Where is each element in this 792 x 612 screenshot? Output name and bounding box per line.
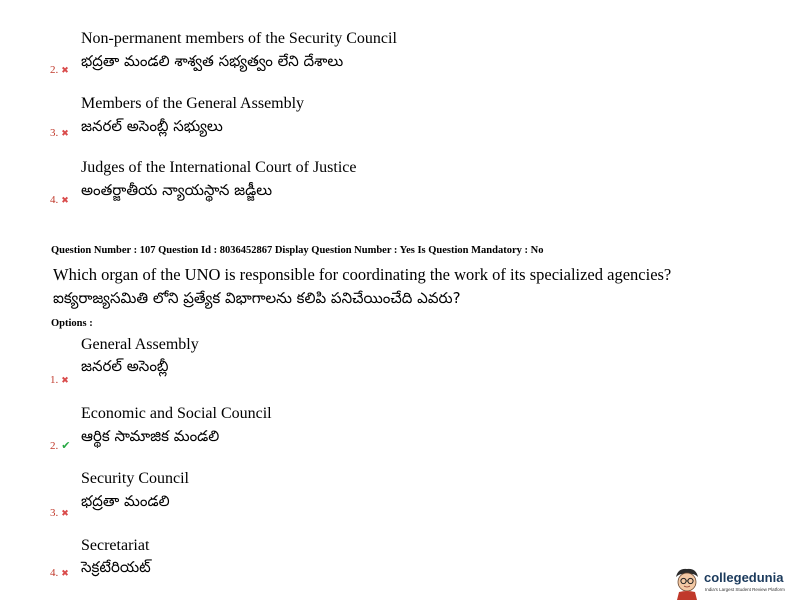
wrong-icon: ✖ (61, 509, 69, 519)
option-text-en: Judges of the International Court of Justice (81, 159, 357, 176)
option-number: 3. ✖ (50, 127, 69, 139)
option-number: 4. ✖ (50, 567, 69, 579)
option-text-te: ఆర్థిక సామాజిక మండలి (81, 427, 220, 445)
option-number: 2. ✔ (50, 439, 71, 452)
question-text-en: Which organ of the UNO is responsible for coordinating the work of its specialized agencies? (53, 265, 672, 284)
option-text-en: Security Council (81, 470, 189, 487)
option-number: 4. ✖ (50, 194, 69, 206)
wrong-icon: ✖ (61, 129, 69, 139)
question-text-te: ఐక్యరాజ్యసమితి లోని ప్రత్యేక విభాగాలను కలిపి పనిచేయించేది ఎవరు? (53, 289, 461, 307)
wrong-icon: ✖ (61, 66, 69, 76)
option-text-te: భద్రతా మండలి (81, 492, 170, 510)
option-number: 2. ✖ (50, 64, 69, 76)
option-text-te: సెక్రటేరియట్ (81, 558, 151, 576)
option-text-en: Non-permanent members of the Security Council (81, 30, 397, 47)
check-icon: ✔ (61, 439, 71, 452)
option-number: 1. ✖ (50, 374, 69, 386)
option-text-te: భద్రతా మండలి శాశ్వత సభ్యత్వం లేని దేశాలు (81, 52, 344, 70)
option-text-te: అంతర్జాతీయ న్యాయస్థాన జడ్జీలు (81, 181, 273, 199)
option-number: 3. ✖ (50, 507, 69, 519)
wrong-icon: ✖ (61, 376, 69, 386)
question-meta: Question Number : 107 Question Id : 8036452867 Display Question Number : Yes Is Question Mandatory : No (51, 245, 544, 256)
option-text-en: Economic and Social Council (81, 405, 272, 422)
wrong-icon: ✖ (61, 569, 69, 579)
option-text-en: General Assembly (81, 336, 199, 353)
options-label: Options : (51, 318, 93, 329)
option-text-en: Members of the General Assembly (81, 95, 305, 112)
mascot-icon (672, 566, 702, 600)
wrong-icon: ✖ (61, 196, 69, 206)
collegedunia-logo (672, 566, 790, 600)
option-text-te: జనరల్ అసెంబ్లీ సభ్యులు (81, 117, 223, 135)
option-text-te: జనరల్ అసెంబ్లీ (81, 357, 169, 375)
logo-wordmark: collegedunia (704, 570, 784, 585)
logo-tagline: India's Largest Student Review Platform (705, 587, 785, 592)
option-text-en: Secretariat (81, 537, 150, 554)
